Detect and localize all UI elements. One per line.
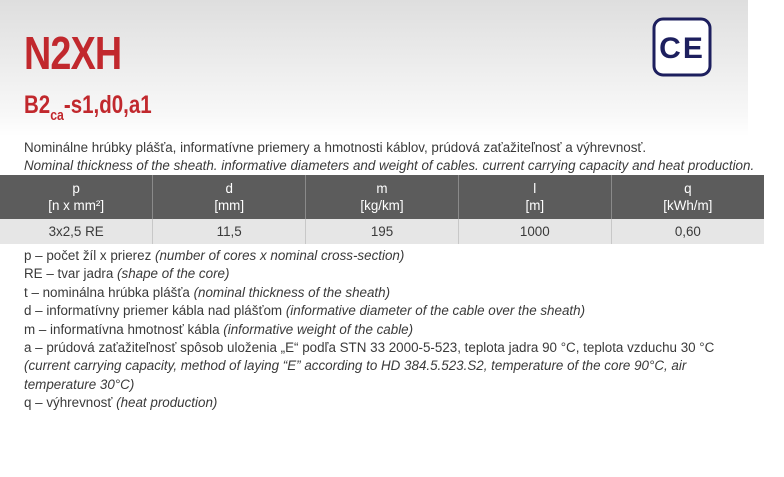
fire-class-subscript: ca <box>50 107 64 124</box>
column-symbol: p <box>72 181 80 196</box>
table-cell: 195 <box>306 219 459 244</box>
column-header-p <box>0 175 153 219</box>
legend-item <box>24 302 764 320</box>
product-title: N2XH <box>24 27 122 79</box>
legend-item <box>24 265 764 283</box>
description-sk: Nominálne hrúbky plášťa, informatívne priemery a hmotnosti káblov, prúdová zaťažiteľnosť a výhrevnosť. <box>24 140 647 155</box>
table-header-row <box>0 175 764 219</box>
legend-item-a-translation-1: (current carrying capacity, method of laying “E” according to HD 384.5.523.S2, temperature of the core 90°C, air <box>24 358 687 374</box>
fire-class-main: B2 <box>24 91 51 119</box>
column-symbol: d <box>225 181 233 196</box>
legend-term: RE – tvar jadra <box>24 266 114 282</box>
legend-item <box>24 394 764 412</box>
description-en: Nominal thickness of the sheath. informative diameters and weight of cables. current carrying capacity and heat production. <box>24 158 755 173</box>
fire-class-rest: -s1,d0,a1 <box>63 91 152 119</box>
column-unit: [n x mm²] <box>48 198 105 213</box>
legend-term: d – informatívny priemer kábla nad plášťom <box>24 303 283 319</box>
legend-translation: (number of cores x nominal cross-section) <box>155 248 405 263</box>
legend-translation: (informative weight of the cable) <box>223 321 414 337</box>
legend-term: q – výhrevnosť <box>24 395 113 411</box>
legend-translation: (informative diameter of the cable over the sheath) <box>285 303 586 319</box>
table-cell: 0,60 <box>611 219 764 244</box>
ce-mark-text: CE <box>659 32 705 65</box>
column-header-d <box>153 175 306 219</box>
legend <box>24 247 764 413</box>
table-cell: 3x2,5 RE <box>0 219 153 244</box>
legend-translation: (shape of the core) <box>117 266 230 282</box>
legend-item <box>24 284 764 302</box>
cable-data-table <box>0 175 764 244</box>
ce-mark-icon <box>652 17 712 77</box>
legend-translation: (heat production) <box>116 395 218 411</box>
table-description <box>24 139 764 175</box>
column-header-m <box>306 175 459 219</box>
legend-term: t – nominálna hrúbka plášťa <box>24 284 190 300</box>
table-cell: 11,5 <box>153 219 306 244</box>
column-symbol: l <box>533 181 537 196</box>
column-unit: [mm] <box>214 198 245 213</box>
legend-item <box>24 321 764 339</box>
column-header-l <box>458 175 611 219</box>
column-symbol: q <box>684 181 692 196</box>
legend-term: m – informatívna hmotnosť kábla <box>24 321 220 337</box>
column-unit: [m] <box>525 198 545 213</box>
legend-term: p – počet žíl x prierez <box>24 248 152 263</box>
legend-translation: (nominal thickness of the sheath) <box>193 284 391 300</box>
legend-item-a: a – prúdová zaťažiteľnosť spôsob uloženia „E“ podľa STN 33 2000-5-523, teplota jadra 90 °C, teplota vzduchu 30 °C <box>24 340 715 356</box>
table-cell: 1000 <box>458 219 611 244</box>
column-symbol: m <box>376 181 388 196</box>
column-unit: [kg/km] <box>360 198 404 213</box>
table-row <box>0 219 764 244</box>
legend-item <box>24 247 764 265</box>
legend-item-a-translation-2: temperature 30°C) <box>24 376 135 392</box>
column-header-q <box>611 175 764 219</box>
column-unit: [kWh/m] <box>663 198 713 213</box>
fire-class <box>24 92 152 122</box>
